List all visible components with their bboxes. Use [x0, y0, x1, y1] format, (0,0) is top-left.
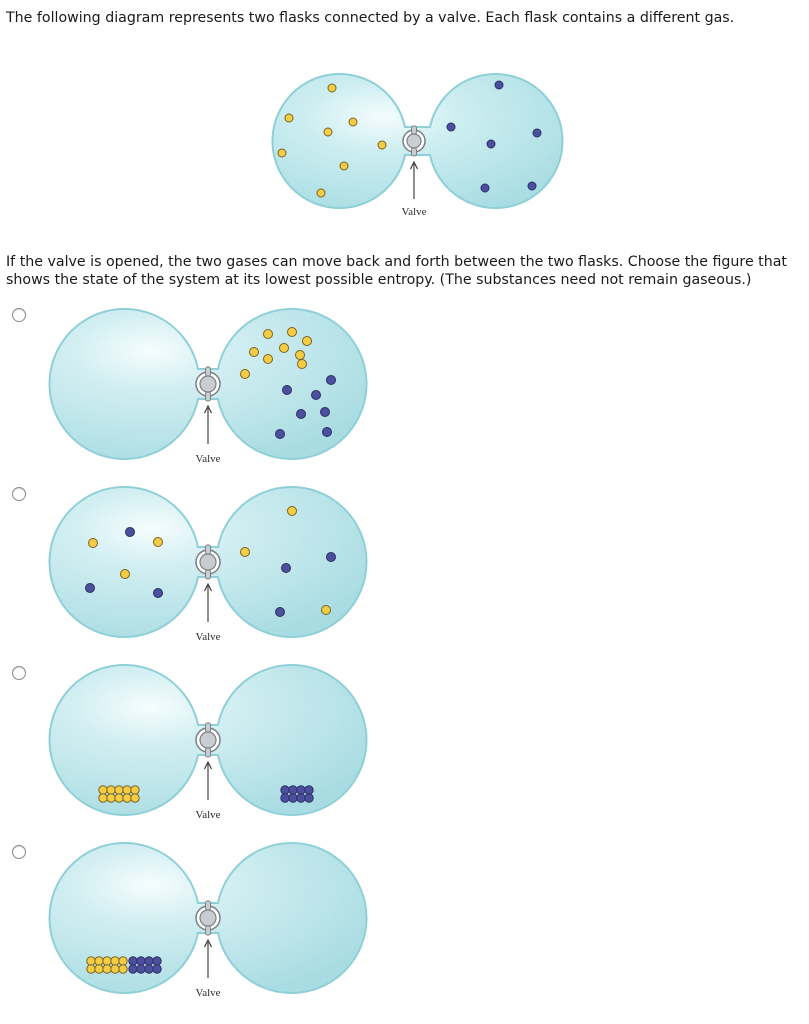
yellow-solid-cluster [87, 957, 127, 973]
valve-label: Valve [195, 809, 221, 821]
valve-arrow-icon [205, 584, 212, 622]
valve-arrow-icon [411, 162, 418, 199]
option-c-radio[interactable] [12, 666, 26, 680]
question-text [6, 253, 809, 289]
reference-flask-diagram [255, 70, 575, 225]
option-b-figure[interactable] [50, 490, 370, 650]
valve-label: Valve [195, 453, 221, 465]
valve-label: Valve [195, 631, 221, 643]
valve-label: Valve [401, 206, 427, 218]
option-a-radio[interactable] [12, 308, 26, 322]
valve-label: Valve [195, 987, 221, 999]
valve-arrow-icon [205, 406, 212, 444]
valve-arrow-icon [205, 940, 212, 978]
option-a-figure[interactable] [50, 312, 370, 472]
option-d-radio[interactable] [12, 845, 26, 859]
question-line-1: If the valve is opened, the two gases can move back and forth between the two flasks. Choose the figure that [6, 254, 787, 270]
valve-arrow-icon [205, 762, 212, 800]
intro-text: The following diagram represents two flasks connected by a valve. Each flask contains a different gas. [6, 10, 735, 26]
option-b-radio[interactable] [12, 487, 26, 501]
question-line-2: shows the state of the system at its lowest possible entropy. (The substances need not remain gaseous.) [6, 272, 752, 288]
yellow-solid-cluster [99, 786, 139, 802]
option-d-figure[interactable] [50, 846, 370, 1006]
option-c-figure[interactable] [50, 668, 370, 828]
